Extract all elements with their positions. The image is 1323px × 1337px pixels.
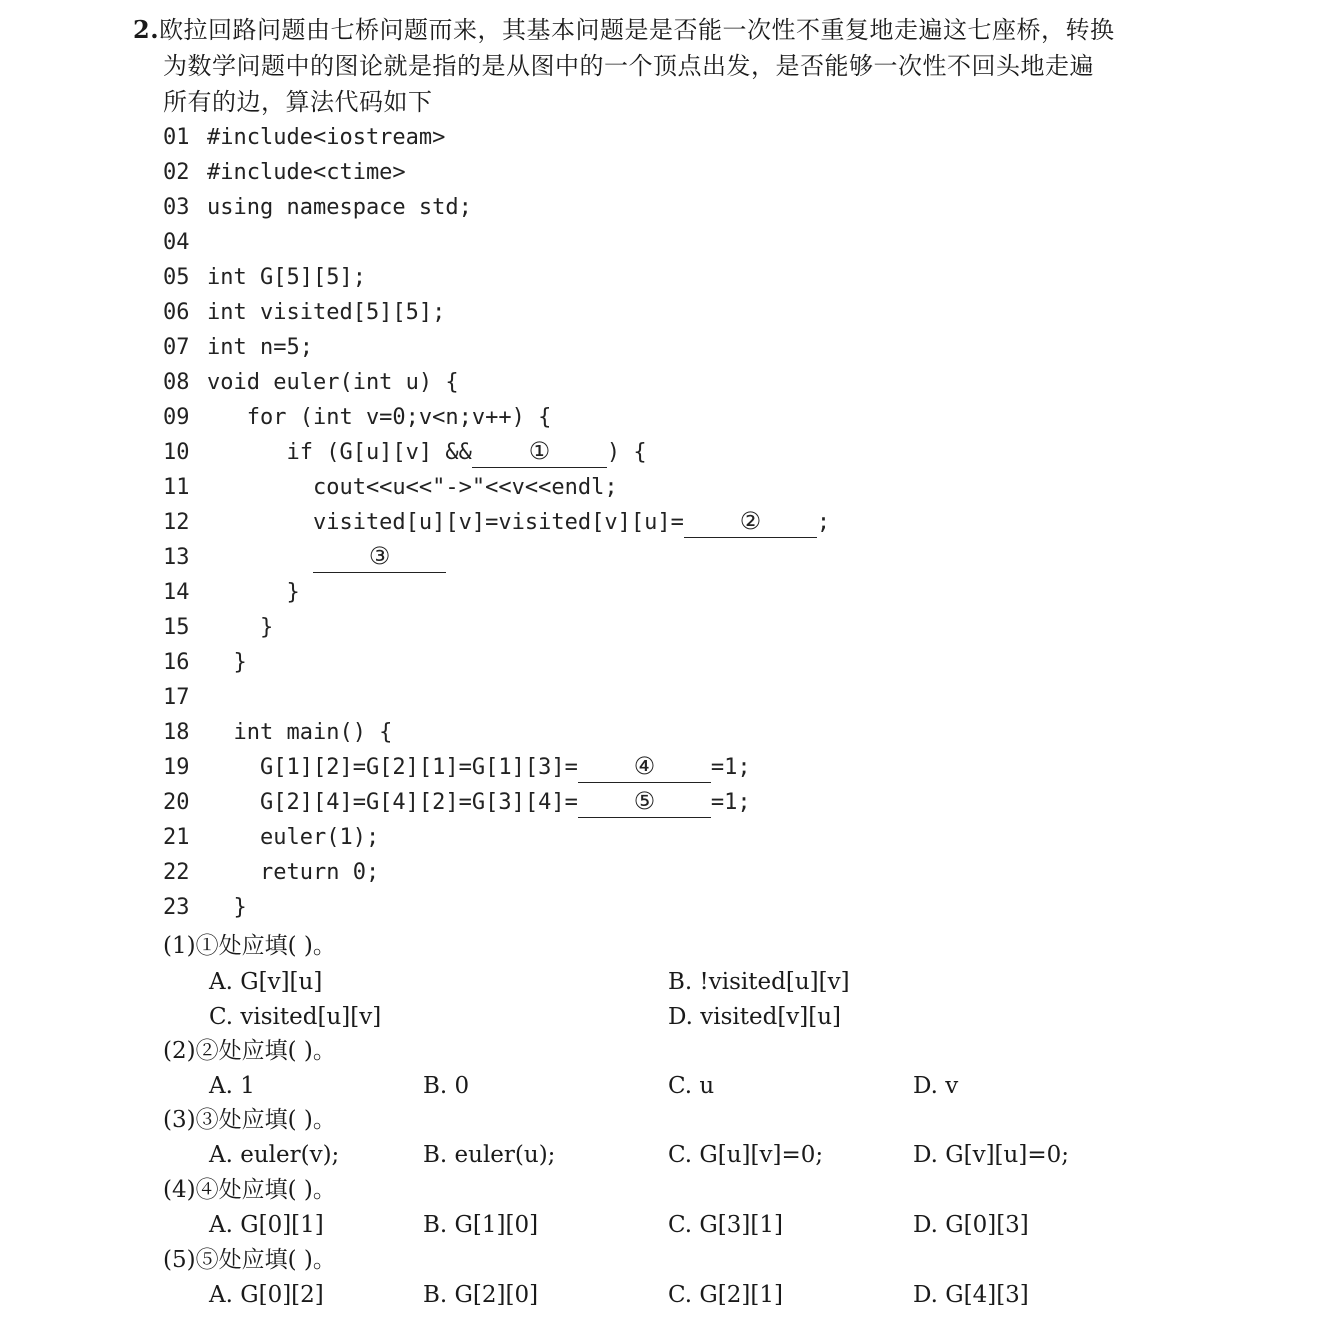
stem-line-2: 为数学问题中的图论就是指的是从图中的一个顶点出发，是否能够一次性不回头地走遍: [163, 52, 1094, 80]
code-line: 13 ③: [163, 540, 446, 575]
code-line: 20 G[2][4]=G[4][2]=G[3][4]= ⑤ =1;: [163, 785, 751, 820]
blank-2: ②: [684, 507, 817, 538]
code-line: 12 visited[u][v]=visited[v][u]= ② ;: [163, 505, 830, 540]
option-1-d: D. visited[v][u]: [668, 1004, 842, 1030]
code-line: 14 }: [163, 580, 300, 605]
code-line: 10 if (G[u][v] && ① ) {: [163, 435, 647, 470]
code-line: 06 int visited[5][5];: [163, 300, 446, 325]
option-2-d: D. v: [913, 1073, 959, 1099]
question-3: (3)③处应填( )。: [163, 1107, 336, 1133]
code-line: 21 euler(1);: [163, 825, 380, 850]
blank-5: ⑤: [578, 787, 711, 818]
option-5-d: D. G[4][3]: [913, 1282, 1029, 1308]
option-2-a: A. 1: [209, 1073, 255, 1099]
code-line: 09 for (int v=0;v<n;v++) {: [163, 405, 552, 430]
option-4-b: B. G[1][0]: [423, 1212, 539, 1238]
problem-stem: [133, 12, 1208, 120]
code-line: 17: [163, 685, 190, 710]
code-line: 15 }: [163, 615, 274, 640]
blank-3: ③: [313, 542, 446, 573]
code-line: 08 void euler(int u) {: [163, 370, 459, 395]
option-5-b: B. G[2][0]: [423, 1282, 539, 1308]
code-line: 19 G[1][2]=G[2][1]=G[1][3]= ④ =1;: [163, 750, 751, 785]
code-line: 11 cout<<u<<"->"<<v<<endl;: [163, 475, 618, 500]
option-4-c: C. G[3][1]: [668, 1212, 783, 1238]
option-3-a: A. euler(v);: [209, 1142, 340, 1168]
option-1-a: A. G[v][u]: [209, 969, 323, 995]
code-line: 23 }: [163, 895, 247, 920]
blank-4: ④: [578, 752, 711, 783]
problem-number: 2.: [133, 15, 160, 44]
option-5-c: C. G[2][1]: [668, 1282, 783, 1308]
question-4: (4)④处应填( )。: [163, 1177, 336, 1203]
blank-1: ①: [472, 437, 607, 468]
option-2-b: B. 0: [423, 1073, 470, 1099]
option-4-d: D. G[0][3]: [913, 1212, 1029, 1238]
stem-line-3: 所有的边，算法代码如下: [163, 88, 433, 116]
option-3-d: D. G[v][u]=0;: [913, 1142, 1069, 1168]
code-line: 22 return 0;: [163, 860, 380, 885]
option-3-c: C. G[u][v]=0;: [668, 1142, 824, 1168]
question-5: (5)⑤处应填( )。: [163, 1247, 336, 1273]
code-line: 03 using namespace std;: [163, 195, 472, 220]
code-line: 07 int n=5;: [163, 335, 313, 360]
option-5-a: A. G[0][2]: [209, 1282, 324, 1308]
option-3-b: B. euler(u);: [423, 1142, 556, 1168]
option-2-c: C. u: [668, 1073, 715, 1099]
option-4-a: A. G[0][1]: [209, 1212, 324, 1238]
code-line: 05 int G[5][5];: [163, 265, 366, 290]
code-line: 02 #include<ctime>: [163, 160, 406, 185]
option-1-b: B. !visited[u][v]: [668, 969, 850, 995]
code-line: 16 }: [163, 650, 247, 675]
question-2: (2)②处应填( )。: [163, 1038, 336, 1064]
code-line: 01 #include<iostream>: [163, 125, 446, 150]
option-1-c: C. visited[u][v]: [209, 1004, 382, 1030]
question-1: (1)①处应填( )。: [163, 933, 336, 959]
code-line: 18 int main() {: [163, 720, 393, 745]
stem-line-1: 2.欧拉回路问题由七桥问题而来，其基本问题是是否能一次性不重复地走遍这七座桥，转换: [133, 15, 1115, 44]
code-line: 04: [163, 230, 190, 255]
